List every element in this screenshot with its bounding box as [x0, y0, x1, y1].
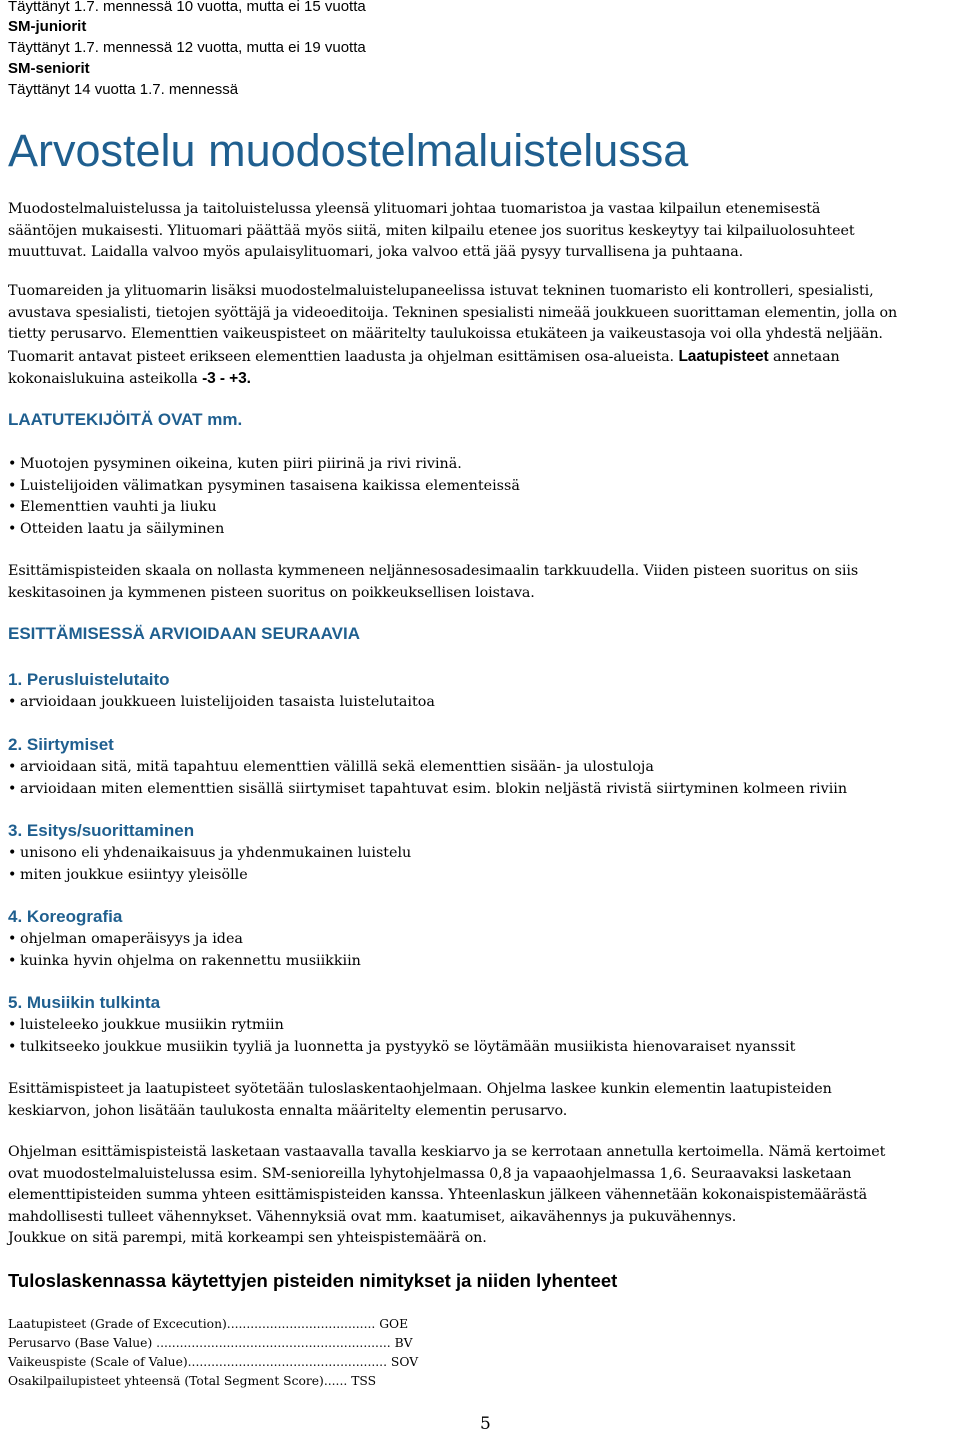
scale-paragraph — [8, 561, 958, 604]
list-item-label: Luistelijoiden välimatkan pysyminen tasaisena kaikissa elementeissä — [20, 477, 520, 494]
list-item — [8, 476, 520, 498]
list-item-label: ohjelman omaperäisyys ja idea — [20, 931, 243, 947]
bullet-icon: • — [8, 759, 17, 775]
text-line: Muodostelmaluistelussa ja taitoluistelussa yleensä ylituomari johtaa tuomaristoa ja vastaa kilpailun etenemisestä — [8, 201, 821, 217]
section-list — [8, 757, 847, 800]
bullet-icon: • — [8, 845, 17, 861]
bullet-icon: • — [8, 520, 17, 537]
emphasis-text: -3 - +3. — [202, 370, 251, 387]
list-item — [8, 865, 411, 887]
text-line: Ohjelman esittämispisteistä lasketaan vastaavalla tavalla keskiarvo ja se kerrotaan annetulla kertoimella. Nämä kertoimet — [8, 1144, 886, 1160]
bullet-icon: • — [8, 931, 17, 947]
category-title: SM-seniorit — [8, 60, 90, 77]
list-item — [8, 757, 847, 779]
bullet-icon: • — [8, 780, 17, 797]
bullet-icon: • — [8, 952, 17, 969]
page-number: 5 — [480, 1414, 491, 1434]
list-item-label: tulkitseeko joukkue musiikin tyyliä ja luonnetta ja pystyykö se löytämään musiikista hienovaraiset nyanssit — [20, 1038, 796, 1055]
abbreviation-heading: Tuloslaskennassa käytettyjen pisteiden nimitykset ja niiden lyhenteet — [8, 1270, 618, 1291]
text-line: Joukkue on sitä parempi, mitä korkeampi sen yhteispistemäärä on. — [8, 1230, 487, 1246]
list-item-label: miten joukkue esiintyy yleisölle — [20, 866, 248, 883]
text-line — [8, 368, 958, 391]
list-item — [8, 519, 520, 541]
list-item-label: kuinka hyvin ohjelma on rakennettu musiikkiin — [20, 952, 361, 969]
text-line: elementtipisteiden summa yhteen esittämispisteiden kanssa. Yhteenlaskun jälkeen vähennetään kokonaispistemäärästä — [8, 1187, 868, 1203]
text-line: Esittämispisteet ja laatupisteet syötetään tuloslaskentaohjelmaan. Ohjelma laskee kunkin elementin laatupisteiden — [8, 1081, 832, 1097]
list-item — [8, 929, 361, 951]
bullet-icon: • — [8, 866, 17, 883]
page-title: Arvostelu muodostelmaluistelussa — [8, 125, 689, 176]
category-text: Täyttänyt 14 vuotta 1.7. mennessä — [8, 81, 239, 98]
quality-heading: LAATUTEKIJÖITÄ OVAT mm. — [8, 410, 243, 429]
category-text: Täyttänyt 1.7. mennessä 10 vuotta, mutta ei 15 vuotta — [8, 0, 366, 15]
bullet-icon: • — [8, 1038, 17, 1055]
list-item — [8, 1015, 795, 1037]
list-item-label: Elementtien vauhti ja liuku — [20, 499, 217, 515]
bullet-icon: • — [8, 499, 17, 515]
list-item — [8, 692, 435, 714]
text-span: kokonaislukuina asteikolla — [8, 371, 198, 387]
text-line: mahdollisesti tulleet vähennykset. Vähennyksiä ovat mm. kaatumiset, aikavähennys ja pukuvähennys. — [8, 1208, 737, 1225]
list-item — [8, 454, 520, 476]
section-title: 1. Perusluistelutaito — [8, 670, 170, 689]
bullet-icon: • — [8, 456, 17, 472]
text-line: tietty perusarvo. Elementtien vaikeuspisteet on määritelty taulukoissa etukäteen ja vaikeustasoja voi olla yhdestä neljään. — [8, 326, 883, 342]
text-span: Tuomarit antavat pisteet erikseen elementtien laadusta ja ohjelman esittämisen osa-alueista. — [8, 348, 674, 365]
section-list — [8, 843, 411, 886]
quality-list — [8, 454, 520, 540]
list-item-label: unisono eli yhdenaikaisuus ja yhdenmukainen luistelu — [20, 845, 412, 861]
section-title: 2. Siirtymiset — [8, 735, 114, 754]
total-paragraph — [8, 1142, 958, 1250]
list-item — [8, 951, 361, 973]
text-line: Esittämispisteiden skaala on nollasta kymmeneen neljännesosadesimaalin tarkkuudella. Viiden pisteen suoritus on siis — [8, 563, 859, 579]
list-item-label: Muotojen pysyminen oikeina, kuten piiri piirinä ja rivi rivinä. — [20, 456, 462, 472]
panel-paragraph — [8, 281, 958, 391]
section-list — [8, 1015, 795, 1058]
list-item-label: Otteiden laatu ja säilyminen — [20, 520, 225, 537]
text-span: annetaan — [773, 348, 840, 365]
intro-paragraph — [8, 199, 958, 264]
text-line: avustava spesialisti, tietojen syöttäjä ja videoeditoija. Tekninen spesialisti nimeää joukkueen suorittaman elementin, jolla on — [8, 304, 898, 321]
text-line: muuttuvat. Laidalla valvoo myös apulaisylituomari, joka valvoo että jää pysyy turvallisena ja puhtaana. — [8, 244, 744, 260]
category-text: Täyttänyt 1.7. mennessä 12 vuotta, mutta ei 19 vuotta — [8, 39, 366, 56]
abbreviation-row: Laatupisteet (Grade of Excecution)...................................... GOE — [8, 1317, 409, 1331]
list-item — [8, 1037, 795, 1059]
list-item-label: arvioidaan sitä, mitä tapahtuu elementtien välillä sekä elementtien sisään- ja ulostuloja — [20, 759, 654, 775]
text-line: Tuomareiden ja ylituomarin lisäksi muodostelmaluistelupaneelissa istuvat tekninen tuomaristo eli kontrolleri, spesialisti, — [8, 283, 874, 299]
list-item — [8, 779, 847, 801]
bullet-icon: • — [8, 694, 17, 710]
text-line: sääntöjen mukaisesti. Ylituomari päättää myös siitä, miten kilpailu etenee jos suoritus keskeytyy tai kilpailuolosuhteet — [8, 222, 855, 239]
section-list — [8, 692, 435, 714]
bullet-icon: • — [8, 477, 17, 494]
program-paragraph — [8, 1079, 958, 1122]
abbreviation-row: Vaikeuspiste (Scale of Value)................................................... SOV — [8, 1355, 419, 1369]
text-line: keskiarvon, johon lisätään taulukosta ennalta määritelty elementin perusarvo. — [8, 1102, 568, 1119]
list-item-label: arvioidaan miten elementtien sisällä siirtymiset tapahtuvat esim. blokin neljästä rivistä siirtyminen kolmeen riviin — [20, 780, 848, 797]
section-title: 3. Esitys/suorittaminen — [8, 821, 195, 840]
text-line: ovat muodostelmaluistelussa esim. SM-senioreilla lyhytohjelmassa 0,8 ja vapaaohjelmassa 1,6. Seuraavaksi lasketaan — [8, 1165, 852, 1182]
emphasis-text: Laatupisteet — [678, 347, 769, 365]
text-line: keskitasoinen ja kymmenen pisteen suoritus on poikkeuksellisen loistava. — [8, 584, 535, 601]
list-item-label: luisteleeko joukkue musiikin rytmiin — [20, 1017, 284, 1033]
section-list — [8, 929, 361, 972]
presentation-heading: ESITTÄMISESSÄ ARVIOIDAAN SEURAAVIA — [8, 624, 361, 643]
section-title: 5. Musiikin tulkinta — [8, 993, 161, 1012]
text-line — [8, 346, 958, 369]
section-title: 4. Koreografia — [8, 907, 123, 926]
list-item — [8, 843, 411, 865]
list-item — [8, 497, 520, 519]
list-item-label: arvioidaan joukkueen luistelijoiden tasaista luistelutaitoa — [20, 694, 435, 710]
abbreviation-row: Perusarvo (Base Value) ............................................................ BV — [8, 1336, 413, 1350]
abbreviation-row: Osakilpailupisteet yhteensä (Total Segment Score)...... TSS — [8, 1374, 377, 1388]
bullet-icon: • — [8, 1017, 17, 1033]
category-title: SM-juniorit — [8, 18, 87, 35]
